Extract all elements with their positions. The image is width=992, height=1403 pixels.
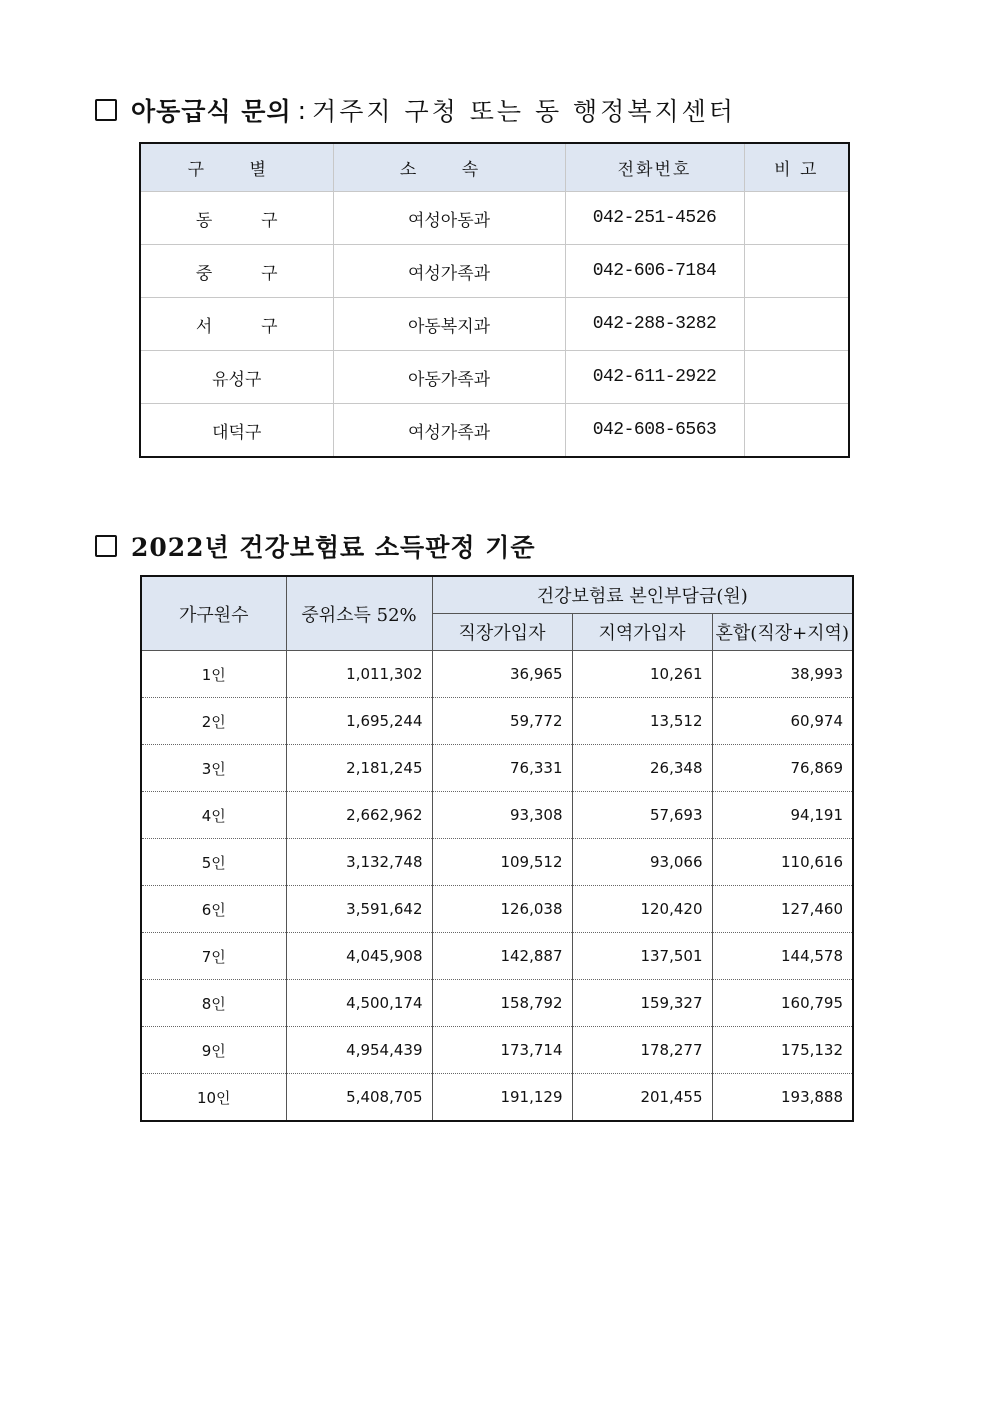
contact-row [140,298,849,351]
header-note: 비 고 [744,143,849,192]
table-row [141,839,853,886]
mixed-premium-cell: 160,795 [712,980,853,1027]
household-cell: 7인 [141,933,286,980]
department-cell: 여성아동과 [333,192,565,245]
income-criteria-table [140,575,854,1122]
median-income-cell: 3,132,748 [286,839,432,886]
phone-cell: 042-251-4526 [565,192,744,245]
header-department: 소 속 [333,143,565,192]
contact-row [140,351,849,404]
mixed-premium-cell: 38,993 [712,651,853,698]
department-cell: 여성가족과 [333,245,565,298]
regional-premium-cell: 93,066 [572,839,712,886]
employee-premium-cell: 142,887 [432,933,572,980]
employee-premium-cell: 158,792 [432,980,572,1027]
district-cell: 대덕구 [140,404,333,458]
phone-cell: 042-288-3282 [565,298,744,351]
income-table-header-row [141,576,853,614]
regional-premium-cell: 201,455 [572,1074,712,1122]
table-row [141,651,853,698]
regional-premium-cell: 120,420 [572,886,712,933]
median-income-cell: 1,011,302 [286,651,432,698]
household-cell: 8인 [141,980,286,1027]
table-row [141,980,853,1027]
employee-premium-cell: 191,129 [432,1074,572,1122]
header-regional: 지역가입자 [572,614,712,651]
employee-premium-cell: 109,512 [432,839,572,886]
median-income-cell: 4,954,439 [286,1027,432,1074]
table-row [141,792,853,839]
mixed-premium-cell: 193,888 [712,1074,853,1122]
contact-table-header-row [140,143,849,192]
mixed-premium-cell: 94,191 [712,792,853,839]
median-income-cell: 3,591,642 [286,886,432,933]
section1-title-colon: : [297,95,307,125]
note-cell [744,298,849,351]
mixed-premium-cell: 110,616 [712,839,853,886]
phone-cell: 042-611-2922 [565,351,744,404]
median-income-cell: 1,695,244 [286,698,432,745]
regional-premium-cell: 13,512 [572,698,712,745]
district-cell: 동 구 [140,192,333,245]
phone-cell: 042-606-7184 [565,245,744,298]
regional-premium-cell: 178,277 [572,1027,712,1074]
department-cell: 아동복지과 [333,298,565,351]
header-employee: 직장가입자 [432,614,572,651]
household-cell: 3인 [141,745,286,792]
department-cell: 아동가족과 [333,351,565,404]
header-phone: 전화번호 [565,143,744,192]
table-row [141,886,853,933]
note-cell [744,245,849,298]
median-income-cell: 4,045,908 [286,933,432,980]
median-income-cell: 5,408,705 [286,1074,432,1122]
table-row [141,1027,853,1074]
regional-premium-cell: 137,501 [572,933,712,980]
header-median-income: 중위소득 52% [286,576,432,651]
median-income-cell: 2,662,962 [286,792,432,839]
table-row [141,745,853,792]
regional-premium-cell: 10,261 [572,651,712,698]
district-cell: 서 구 [140,298,333,351]
department-cell: 여성가족과 [333,404,565,458]
table-row [141,698,853,745]
header-mixed: 혼합(직장+지역) [712,614,853,651]
table-row [141,1074,853,1122]
table-row [141,933,853,980]
district-cell: 유성구 [140,351,333,404]
section1-title-bold: 아동급식 문의 [131,97,292,126]
contact-table [139,142,850,458]
note-cell [744,404,849,458]
household-cell: 10인 [141,1074,286,1122]
employee-premium-cell: 126,038 [432,886,572,933]
header-household: 가구원수 [141,576,286,651]
mixed-premium-cell: 144,578 [712,933,853,980]
contact-row [140,404,849,458]
checkbox-square-icon [95,535,117,557]
contact-row [140,245,849,298]
header-district: 구 별 [140,143,333,192]
household-cell: 2인 [141,698,286,745]
household-cell: 5인 [141,839,286,886]
mixed-premium-cell: 60,974 [712,698,853,745]
household-cell: 1인 [141,651,286,698]
note-cell [744,192,849,245]
contact-row [140,192,849,245]
checkbox-square-icon [95,99,117,121]
section2-title: 2022년 건강보험료 소득판정 기준 [131,533,536,562]
household-cell: 6인 [141,886,286,933]
phone-cell: 042-608-6563 [565,404,744,458]
median-income-cell: 4,500,174 [286,980,432,1027]
employee-premium-cell: 36,965 [432,651,572,698]
household-cell: 9인 [141,1027,286,1074]
employee-premium-cell: 173,714 [432,1027,572,1074]
regional-premium-cell: 26,348 [572,745,712,792]
mixed-premium-cell: 175,132 [712,1027,853,1074]
mixed-premium-cell: 127,460 [712,886,853,933]
section1-heading [95,92,736,128]
household-cell: 4인 [141,792,286,839]
employee-premium-cell: 76,331 [432,745,572,792]
employee-premium-cell: 59,772 [432,698,572,745]
regional-premium-cell: 159,327 [572,980,712,1027]
district-cell: 중 구 [140,245,333,298]
header-premium-group: 건강보험료 본인부담금(원) [432,576,853,614]
section2-heading [95,528,536,564]
mixed-premium-cell: 76,869 [712,745,853,792]
section1-title-rest: 거주지 구청 또는 동 행정복지센터 [312,97,736,126]
note-cell [744,351,849,404]
employee-premium-cell: 93,308 [432,792,572,839]
median-income-cell: 2,181,245 [286,745,432,792]
regional-premium-cell: 57,693 [572,792,712,839]
